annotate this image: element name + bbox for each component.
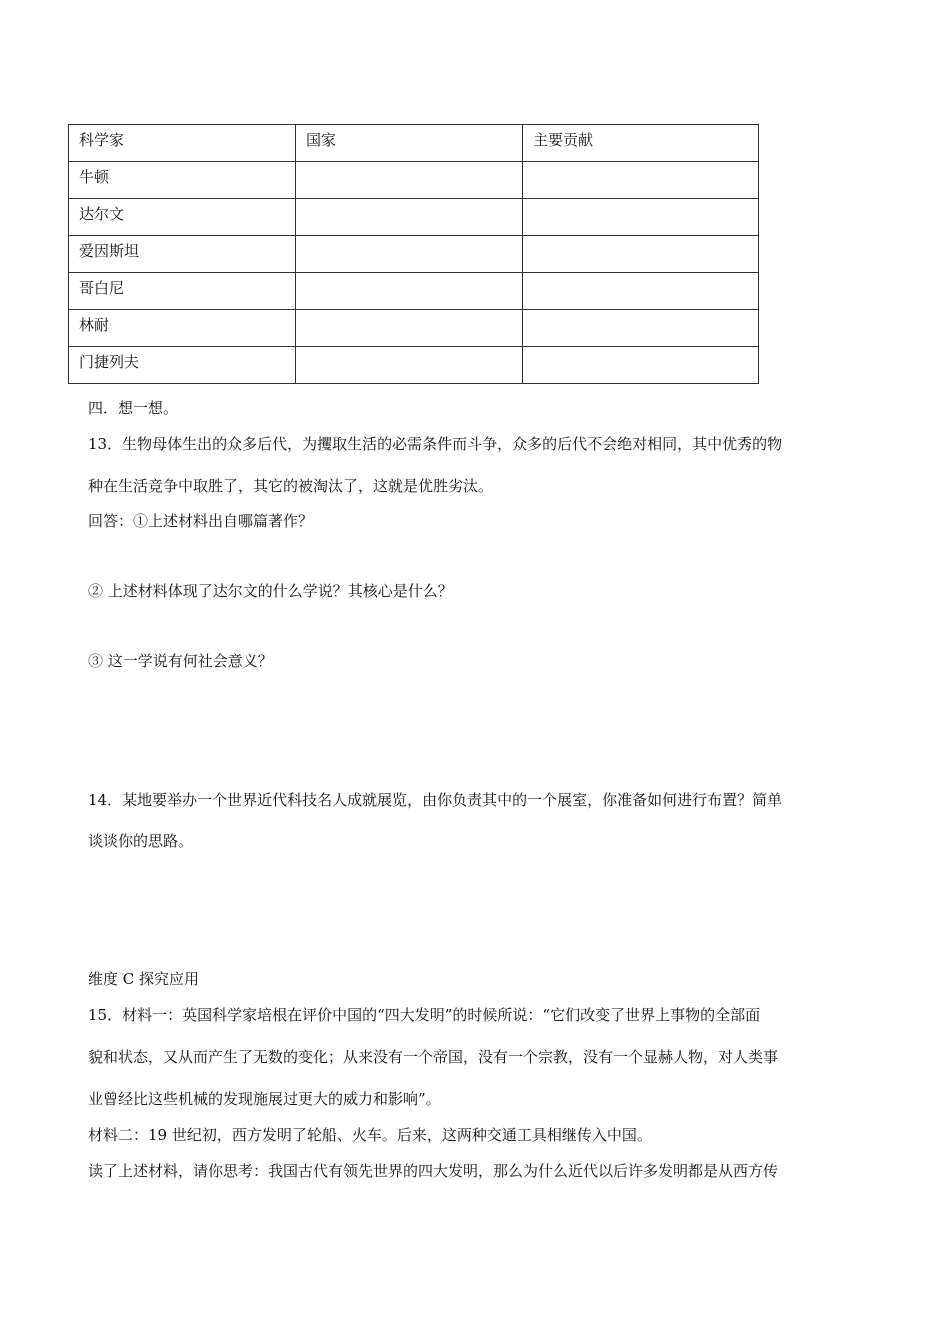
question-13-answer-3: ③ 这一学说有何社会意义？ — [88, 652, 273, 670]
question-15-line-1: 15．材料一：英国科学家培根在评价中国的“四大发明”的时候所说：“它们改变了世界上事物的全部面 — [88, 1006, 761, 1024]
header-contribution: 主要贡献 — [523, 125, 759, 162]
table-cell: 哥白尼 — [69, 273, 296, 310]
table-cell — [296, 273, 523, 310]
question-14-line-2: 谈谈你的思路。 — [88, 832, 194, 850]
table-cell: 爱因斯坦 — [69, 236, 296, 273]
table-row — [69, 236, 759, 273]
table-row — [69, 199, 759, 236]
table-header-row — [69, 125, 759, 162]
question-13-line-2: 种在生活竞争中取胜了，其它的被淘汰了，这就是优胜劣汰。 — [88, 477, 494, 495]
table-cell — [296, 310, 523, 347]
table-cell — [523, 347, 759, 384]
table-cell — [523, 199, 759, 236]
section-c-title: 维度 C 探究应用 — [88, 970, 200, 988]
material-2: 材料二：19 世纪初，西方发明了轮船、火车。后来，这两种交通工具相继传入中国。 — [88, 1126, 652, 1144]
table-row — [69, 310, 759, 347]
question-15-line-2: 貌和状态，又从而产生了无数的变化；从来没有一个帝国，没有一个宗教，没有一个显赫人物，对人类事 — [88, 1048, 779, 1066]
table-row — [69, 273, 759, 310]
table-cell: 门捷列夫 — [69, 347, 296, 384]
table-row — [69, 162, 759, 199]
table-cell — [523, 236, 759, 273]
question-14-line-1: 14．某地要举办一个世界近代科技名人成就展览，由你负责其中的一个展室，你准备如何进行布置？简单 — [88, 791, 783, 809]
table-cell — [523, 162, 759, 199]
header-scientist: 科学家 — [69, 125, 296, 162]
table-row — [69, 347, 759, 384]
question-13-answer-2: ② 上述材料体现了达尔文的什么学说？其核心是什么？ — [88, 582, 453, 600]
table-cell: 达尔文 — [69, 199, 296, 236]
table-cell — [523, 310, 759, 347]
question-13-line-1: 13．生物母体生出的众多后代，为攫取生活的必需条件而斗争，众多的后代不会绝对相同，其中优秀的物 — [88, 435, 783, 453]
table-cell — [296, 199, 523, 236]
header-country: 国家 — [296, 125, 523, 162]
table-cell — [523, 273, 759, 310]
table-cell: 牛顿 — [69, 162, 296, 199]
scientist-table — [68, 124, 759, 384]
question-15-line-3: 业曾经比这些机械的发现施展过更大的威力和影响”。 — [88, 1090, 441, 1108]
table-cell — [296, 162, 523, 199]
question-15-prompt: 读了上述材料，请你思考：我国古代有领先世界的四大发明，那么为什么近代以后许多发明都是从西方传 — [88, 1162, 779, 1180]
table-cell: 林耐 — [69, 310, 296, 347]
table-cell — [296, 347, 523, 384]
section-4-title: 四．想一想。 — [88, 399, 179, 417]
table-cell — [296, 236, 523, 273]
question-13-answer-1: 回答：①上述材料出自哪篇著作？ — [88, 512, 314, 530]
